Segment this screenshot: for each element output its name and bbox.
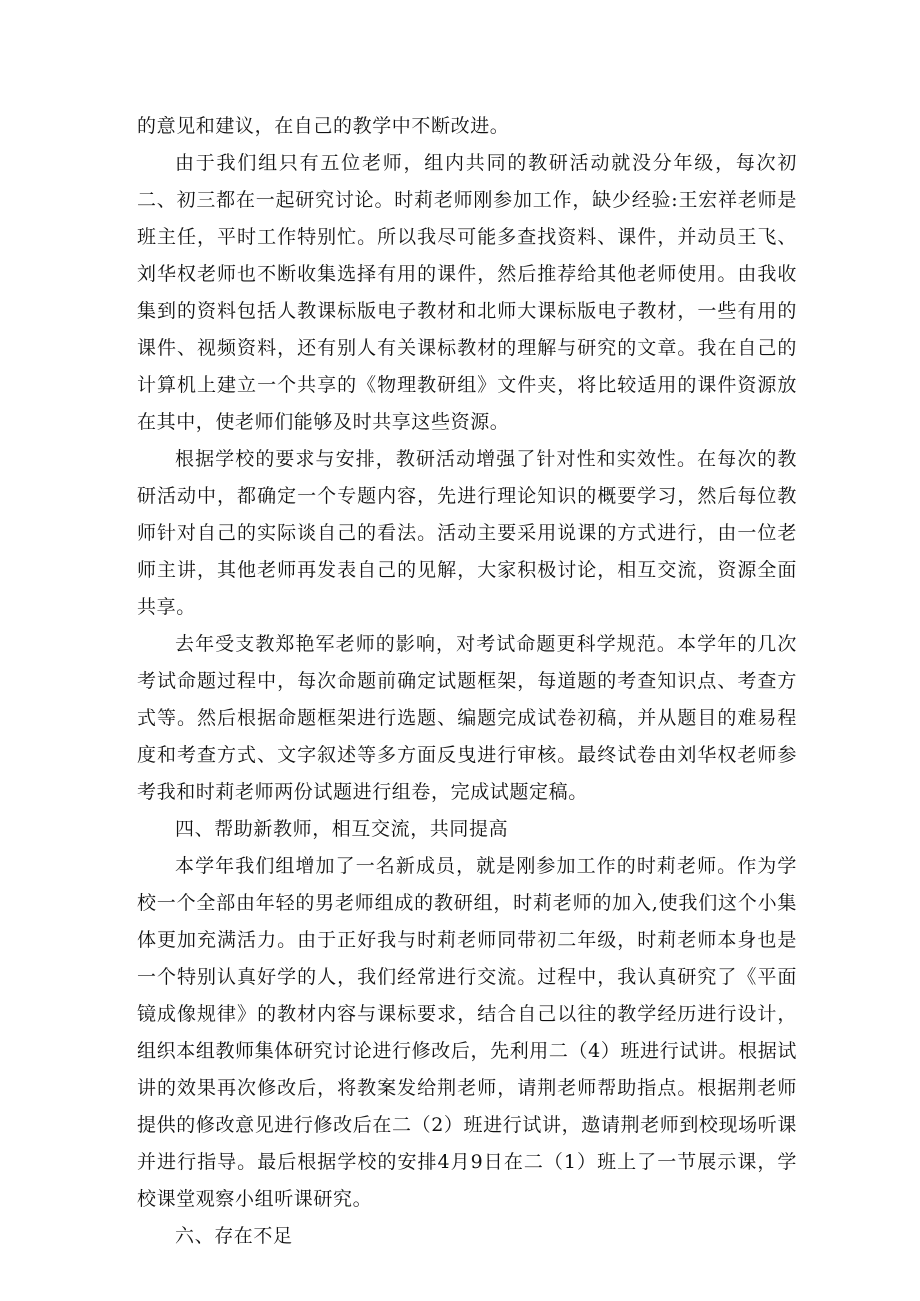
section-heading-four: 四、帮助新教师，相互交流，共同提高 [175, 818, 509, 840]
paragraph-teaching-resources: 由于我们组只有五位老师，组内共同的教研活动就没分年级，每次初二、初三都在一起研究讨论。时莉老师刚参加工作，缺少经验:王宏祥老师是班主任，平时工作特别忙。所以我尽可能多查找资料、课件，并动员王飞、刘华权老师也不断收集选择有用的课件，然后推荐给其他老师使用。由我收集到的资料包括人教课标版电子教材和北师大课标版电子教材，一些有用的课件、视频资料，还有别人有关课标教材的理解与研究的文章。我在自己的计算机上建立一个共享的《物理教研组》文件夹，将比较适用的课件资源放在其中，使老师们能够及时共享这些资源。 [137, 152, 797, 433]
paragraph-continuation: 的意见和建议，在自己的教学中不断改进。 [137, 115, 510, 137]
paragraph-new-teacher: 本学年我们组增加了一名新成员，就是刚参加工作的时莉老师。作为学校一个全部由年轻的男老师组成的教研组，时莉老师的加入,使我们这个小集体更加充满活力。由于正好我与时莉老师同带初二年级，时莉老师本身也是一个特别认真好学的人，我们经常进行交流。过程中，我认真研究了《平面镜成像规律》的教材内容与课标要求，结合自己以往的教学经历进行设计，组织本组教师集体研究讨论进行修改后，先利用二（4）班进行试讲。根据试讲的效果再次修改后，将教案发给荆老师，请荆老师帮助指点。根据荆老师提供的修改意见进行修改后在二（2）班进行试讲，遨请荆老师到校现场听课并进行指导。最后根据学校的安排4月9日在二（1）班上了一节展示课，学校课堂观察小组听课研究。 [137, 855, 797, 1210]
paragraph-exam-design: 去年受支教郑艳军老师的影响，对考试命题更科学规范。本学年的几次考试命题过程中，每次命题前确定试题框架，每道题的考查知识点、考查方式等。然后根据命题框架进行选题、编题完成试卷初稿，并从题目的难易程度和考查方式、文字叙述等多方面反曳进行审核。最终试卷由刘华权老师参考我和时莉老师两份试题进行组卷，完成试题定稿。 [137, 633, 797, 803]
section-heading-six: 六、存在不足 [175, 1225, 293, 1247]
paragraph-research-activities: 根据学校的要求与安排，教研活动增强了针对性和实效性。在每次的教研活动中，都确定一个专题内容，先进行理论知识的概要学习，然后每位教师针对自己的实际谈自己的看法。活动主要采用说课的方式进行，由一位老师主讲，其他老师再发表自己的见解，大家积极讨论，相互交流，资源全面共享。 [137, 448, 797, 618]
document-body [137, 108, 797, 1255]
